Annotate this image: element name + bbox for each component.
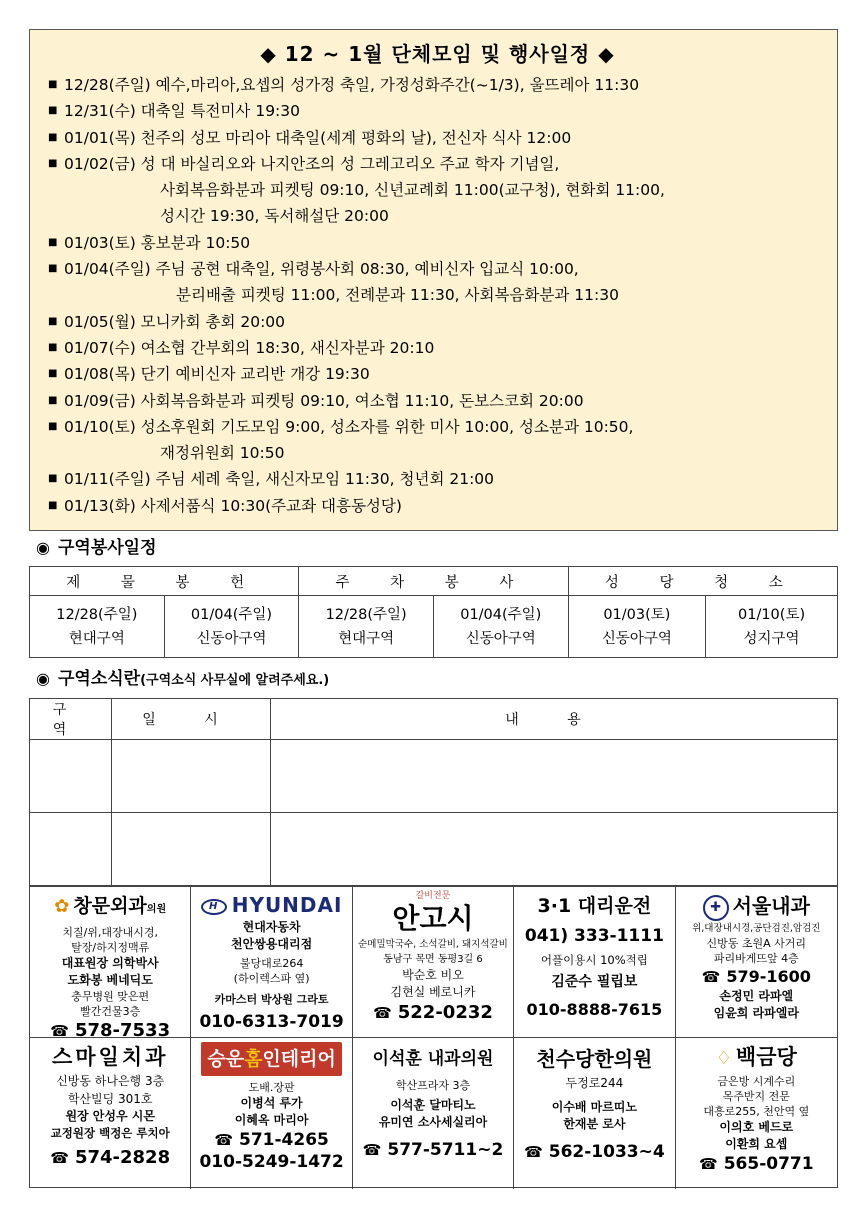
schedule-item	[48, 466, 827, 492]
schedule-item	[48, 309, 827, 335]
target-icon: ◉	[36, 538, 50, 557]
bullet-icon: ■	[48, 394, 58, 406]
ad-daeri-driver: 3·1 대리운전 041) 333-1111 어플이용시 10%적립 김준수 필립보 010-8888-7615	[514, 887, 675, 1038]
phone-icon: ☎	[524, 1143, 543, 1161]
schedule-item-line: 12/28(주일) 예수,마리아,요셉의 성가정 축일, 가정성화주간(~1/3), 울뜨레아 11:30	[64, 76, 640, 94]
duty-cell: 01/04(주일) 신동아구역	[164, 596, 299, 658]
schedule-item-line: 재정위원회 10:50	[160, 444, 285, 463]
duty-cell: 12/28(주일) 현대구역	[299, 596, 434, 658]
ad-cheonsudang: 천수당한의원 두정로244 이수배 마르띠노 한재분 로사 ☎ 562-1033~4	[514, 1038, 675, 1189]
phone-icon: ☎	[362, 1141, 382, 1159]
ad-lee-internal: 이석훈 내과의원 학산프라자 3층 이석훈 달마티노 유미연 소사세실리아 ☎ 577-5711~2	[353, 1038, 514, 1189]
schedule-item-line: 12/31(수) 대축일 특전미사 19:30	[64, 102, 300, 121]
phone-icon: ☎	[701, 968, 721, 986]
ad-changmun-surgery: ✿ 창문외과의원 치질/위,대장내시경, 탈장/하지정맥류 대표원장 의학박사 도화봉 베네딕도 충무병원 맞은편 빨간건물3층 ☎ 578-7533	[30, 887, 191, 1038]
ad-baekgeumdang: ♢ 백금당 금은방 시계수리 목주반지 전문 대흥로255, 천안역 옆 이의호 베드로 이환희 요셉 ☎ 565-0771	[699, 1045, 814, 1174]
phone-icon: ☎	[50, 1149, 69, 1167]
bullet-icon: ■	[48, 236, 58, 248]
bullet-icon: ■	[48, 157, 58, 169]
schedule-item-line: 01/13(화) 사제서품식 10:30(주교좌 대흥동성당)	[64, 496, 402, 515]
schedule-item-line: 분리배출 피켓팅 11:00, 전례분과 11:30, 사회복음화분과 11:30	[176, 286, 619, 305]
news-cell	[30, 740, 112, 813]
schedule-title: ◆ 12 ~ 1월 단체모임 및 행사일정 ◆	[260, 42, 615, 66]
ads-grid	[29, 886, 838, 1188]
ad-angosi: 갈비전문 안고시 순메밀막국수, 소석갈비, 돼지석갈비 동남구 목면 동평3길 6 박순호 비오 김현실 베로니카 ☎ 522-0232	[353, 887, 514, 1038]
schedule-item	[48, 493, 827, 519]
ring-icon: ♢	[715, 1048, 732, 1069]
ad-seoul-clinic: ✚ 서울내과 위,대장내시경,공단검진,암검진 신방동 초원A 사거리 파리바게뜨앞 4층 ☎ 579-1600 손정민 라파엘 임윤희 라파엘라	[676, 887, 837, 1038]
duty-cell: 12/28(주일) 현대구역	[30, 596, 165, 658]
schedule-item	[48, 335, 827, 361]
phone-icon: ☎	[50, 1022, 69, 1038]
bullet-icon: ■	[48, 368, 58, 380]
schedule-item-line: 01/01(목) 천주의 성모 마리아 대축일(세계 평화의 날), 전신자 식사 12:00	[64, 128, 572, 147]
hyundai-logo-icon: H	[201, 899, 227, 915]
duty-header-cleaning: 성 당 청 소	[568, 567, 837, 596]
news-header-content: 내 용	[271, 699, 838, 740]
schedule-item	[48, 388, 827, 414]
news-heading-text: 구역소식란	[57, 669, 141, 689]
schedule-item	[48, 414, 827, 467]
schedule-list	[48, 72, 827, 519]
phone-icon: ☎	[699, 1155, 718, 1173]
bullet-icon: ■	[48, 263, 58, 275]
schedule-item	[48, 256, 827, 309]
duty-header-parking: 주 차 봉 사	[299, 567, 568, 596]
schedule-item	[48, 151, 827, 230]
news-cell	[271, 740, 838, 813]
schedule-item	[48, 361, 827, 387]
duty-table	[29, 566, 838, 658]
phone-icon: ☎	[214, 1131, 233, 1149]
news-cell	[112, 813, 271, 886]
schedule-box	[29, 29, 838, 531]
news-table	[29, 698, 838, 886]
schedule-item	[48, 230, 827, 256]
schedule-item-line: 01/08(목) 단기 예비신자 교리반 개강 19:30	[64, 365, 370, 384]
schedule-item	[48, 125, 827, 151]
bullet-icon: ■	[48, 341, 58, 353]
schedule-item-line: 01/11(주일) 주님 세례 축일, 새신자모임 11:30, 청년회 21:00	[64, 470, 495, 489]
bullet-icon: ■	[48, 79, 58, 90]
bullet-icon: ■	[48, 315, 58, 327]
ad-hyundai: H HYUNDAI 현대자동차 천안쌍용대리점 불당대로264 (하이렉스파 옆) 카마스터 박상원 그라토 010-6313-7019	[191, 887, 352, 1038]
duty-header-offering: 제 물 봉 헌	[30, 567, 299, 596]
news-heading-sub: (구역소식 사무실에 알려주세요.)	[140, 673, 330, 688]
schedule-item-line: 01/03(토) 홍보분과 10:50	[64, 233, 251, 252]
schedule-item-line: 01/02(금) 성 대 바실리오와 나지안조의 성 그레고리오 주교 학자 기념일,	[64, 154, 560, 173]
duty-cell: 01/04(주일) 신동아구역	[433, 596, 568, 658]
ad-seungun-interior: 승운홈인테리어 도배.장판 이병석 루가 이혜옥 마리아 ☎ 571-4265 010-5249-1472	[191, 1038, 352, 1189]
news-cell	[112, 740, 271, 813]
schedule-item-line: 01/04(주일) 주님 공현 대축일, 위령봉사회 08:30, 예비신자 입교식 10:00,	[64, 260, 579, 279]
news-cell	[271, 813, 838, 886]
ad-smile-dental: 스마일치과 신방동 하나은행 3층 학산빌딩 301호 원장 안성우 시몬 교정원장 백정은 루치아 ☎ 574-2828	[30, 1038, 191, 1189]
schedule-item-line: 01/07(수) 여소협 간부회의 18:30, 새신자분과 20:10	[64, 338, 435, 357]
duty-heading	[36, 536, 157, 560]
schedule-item-line: 성시간 19:30, 독서해설단 20:00	[160, 207, 389, 226]
news-cell	[30, 813, 112, 886]
duty-heading-text: 구역봉사일정	[57, 538, 157, 558]
news-header-date: 일 시	[112, 699, 271, 740]
bullet-icon: ■	[48, 499, 58, 511]
schedule-item-line: 01/10(토) 성소후원회 기도모임 9:00, 성소자를 위한 미사 10:00, 성소분과 10:50,	[64, 417, 634, 436]
duty-cell: 01/03(토) 신동아구역	[568, 596, 705, 658]
bullet-icon: ■	[48, 105, 58, 117]
news-header-area: 구 역	[30, 699, 112, 740]
schedule-item-line: 사회복음화분과 피켓팅 09:10, 신년교례회 11:00(교구청), 현화회 11:00,	[160, 181, 665, 200]
duty-cell: 01/10(토) 성지구역	[706, 596, 838, 658]
schedule-item	[48, 72, 827, 98]
schedule-item-line: 01/09(금) 사회복음화분과 피켓팅 09:10, 여소협 11:10, 돈보스코회 20:00	[64, 391, 584, 410]
phone-icon: ☎	[373, 1004, 392, 1022]
target-icon: ◉	[36, 669, 50, 688]
bullet-icon: ■	[48, 131, 58, 143]
schedule-item-line: 01/05(월) 모니카회 총회 20:00	[64, 312, 286, 331]
bullet-icon: ■	[48, 420, 58, 432]
person-logo-icon: ✿	[54, 896, 70, 917]
schedule-item	[48, 98, 827, 124]
bullet-icon: ■	[48, 473, 58, 485]
news-heading	[36, 667, 329, 691]
clinic-emblem-icon: ✚	[703, 895, 729, 921]
